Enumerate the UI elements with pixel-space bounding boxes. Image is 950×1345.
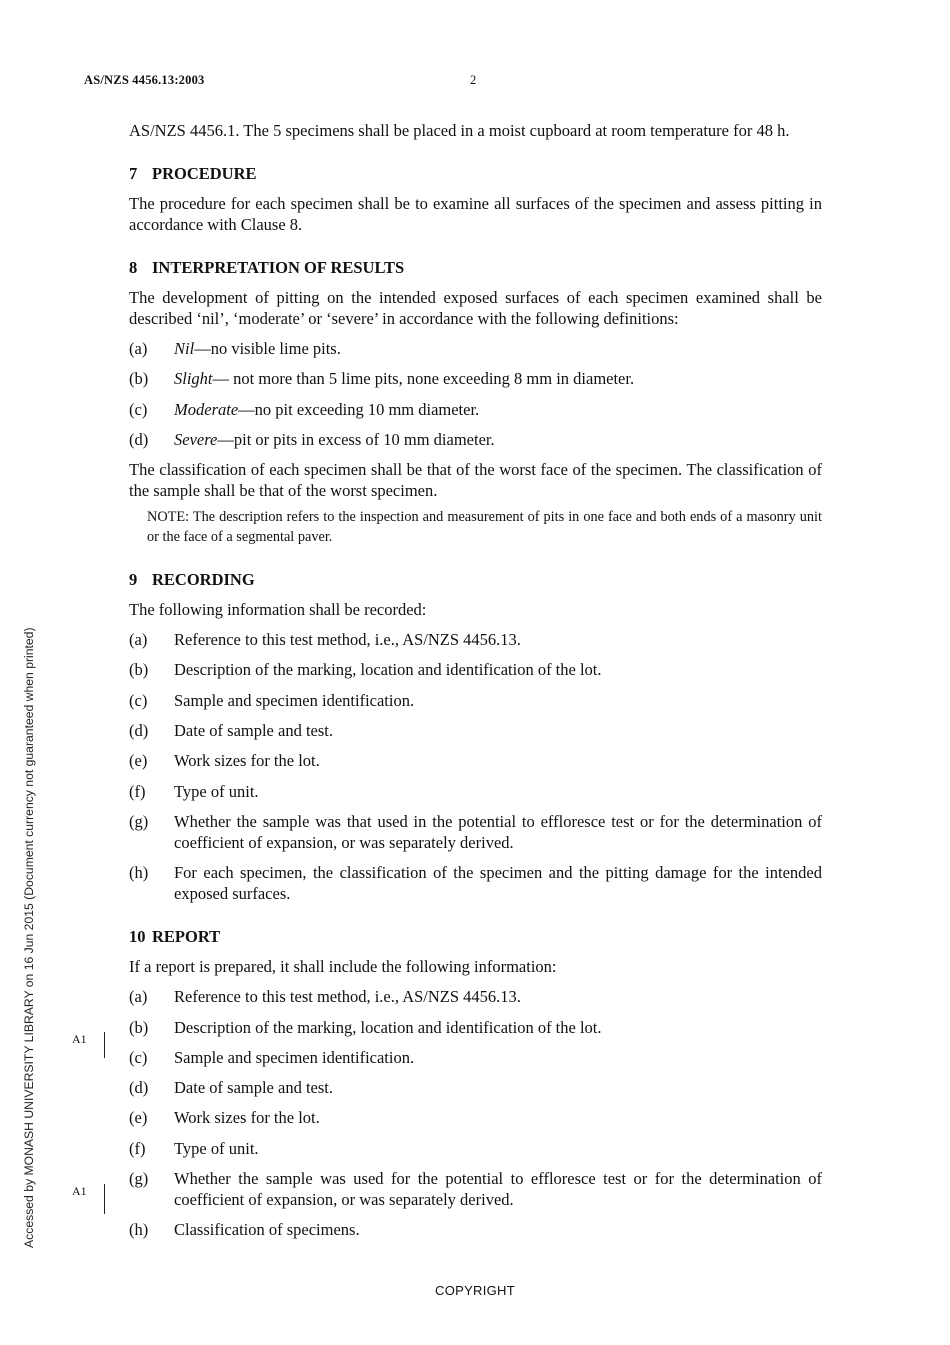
list-item: (f) Type of unit. bbox=[129, 781, 259, 801]
list-item: (d) Severe—pit or pits in excess of 10 mm diameter. bbox=[129, 429, 495, 449]
amendment-bar bbox=[104, 1184, 105, 1214]
list-item: (d) Date of sample and test. bbox=[129, 721, 333, 741]
list-item: (g) Whether the sample was that used in the potential to effloresce test or for the determination of coefficient of expansion, or was separately derived. bbox=[129, 811, 822, 852]
section-10-heading: 10 REPORT bbox=[129, 927, 221, 947]
list-item: (f) Type of unit. bbox=[129, 1138, 259, 1158]
list-item: (h) Classification of specimens. bbox=[129, 1220, 360, 1240]
intro-paragraph: AS/NZS 4456.1. The 5 specimens shall be placed in a moist cupboard at room temperature for 48 h. bbox=[129, 121, 790, 140]
report-list bbox=[129, 986, 822, 1240]
section-8-heading: 8 INTERPRETATION OF RESULTS bbox=[129, 258, 405, 277]
definitions-list bbox=[129, 338, 822, 450]
section-8-note: NOTE: The description refers to the inspection and measurement of pits in one face and both ends of a masonry unit or the face of a segmental paver. bbox=[147, 509, 822, 546]
list-item: (e) Work sizes for the lot. bbox=[129, 1108, 320, 1128]
section-10-text: If a report is prepared, it shall include the following information: bbox=[129, 957, 557, 977]
list-item: (e) Work sizes for the lot. bbox=[129, 751, 320, 771]
list-item: (a) Nil—no visible lime pits. bbox=[129, 339, 341, 358]
access-watermark: Accessed by MONASH UNIVERSITY LIBRARY on 16 Jun 2015 (Document currency not guaranteed when printed) bbox=[22, 627, 36, 1248]
list-item: (a) Reference to this test method, i.e., AS/NZS 4456.13. bbox=[129, 630, 521, 650]
section-8-text: The development of pitting on the intended exposed surfaces of each specimen examined shall be described ‘nil’, ‘moderate’ or ‘severe’ in accordance with the following definitions: bbox=[129, 288, 822, 328]
list-item: (a) Reference to this test method, i.e., AS/NZS 4456.13. bbox=[129, 987, 521, 1007]
section-8-classification: The classification of each specimen shall be that of the worst face of the specimen. The classification of the sample shall be that of the worst specimen. bbox=[129, 460, 822, 501]
section-7-text: The procedure for each specimen shall be to examine all surfaces of the specimen and assess pitting in accordance with Clause 8. bbox=[129, 194, 822, 234]
section-9-heading: 9 RECORDING bbox=[129, 570, 255, 590]
copyright-footer: COPYRIGHT bbox=[435, 1283, 515, 1298]
recording-list bbox=[129, 629, 822, 904]
section-9-text: The following information shall be recorded: bbox=[129, 600, 427, 620]
section-7-heading: 7 PROCEDURE bbox=[129, 164, 257, 183]
standard-code: AS/NZS 4456.13:2003 bbox=[84, 73, 205, 87]
page-number: 2 bbox=[470, 73, 477, 87]
list-item: (c) Sample and specimen identification. bbox=[129, 690, 415, 710]
list-item: (b) Slight— not more than 5 lime pits, none exceeding 8 mm in diameter. bbox=[129, 369, 635, 389]
list-item: (c) Sample and specimen identification. bbox=[129, 1047, 415, 1067]
document-body bbox=[129, 120, 822, 1250]
amendment-marker: A1 bbox=[72, 1032, 87, 1046]
list-item: (g) Whether the sample was used for the potential to effloresce test or for the determination of coefficient of expansion, or was separately derived. bbox=[129, 1169, 822, 1210]
list-item: (c) Moderate—no pit exceeding 10 mm diameter. bbox=[129, 399, 480, 419]
amendment-bar bbox=[104, 1032, 105, 1058]
list-item: (h) For each specimen, the classification of the specimen and the pitting damage for the intended exposed surfaces. bbox=[129, 863, 822, 904]
list-item: (b) Description of the marking, location and identification of the lot. bbox=[129, 1017, 602, 1037]
list-item: (d) Date of sample and test. bbox=[129, 1078, 333, 1098]
amendment-marker: A1 bbox=[72, 1184, 87, 1198]
list-item: (b) Description of the marking, location and identification of the lot. bbox=[129, 660, 602, 680]
